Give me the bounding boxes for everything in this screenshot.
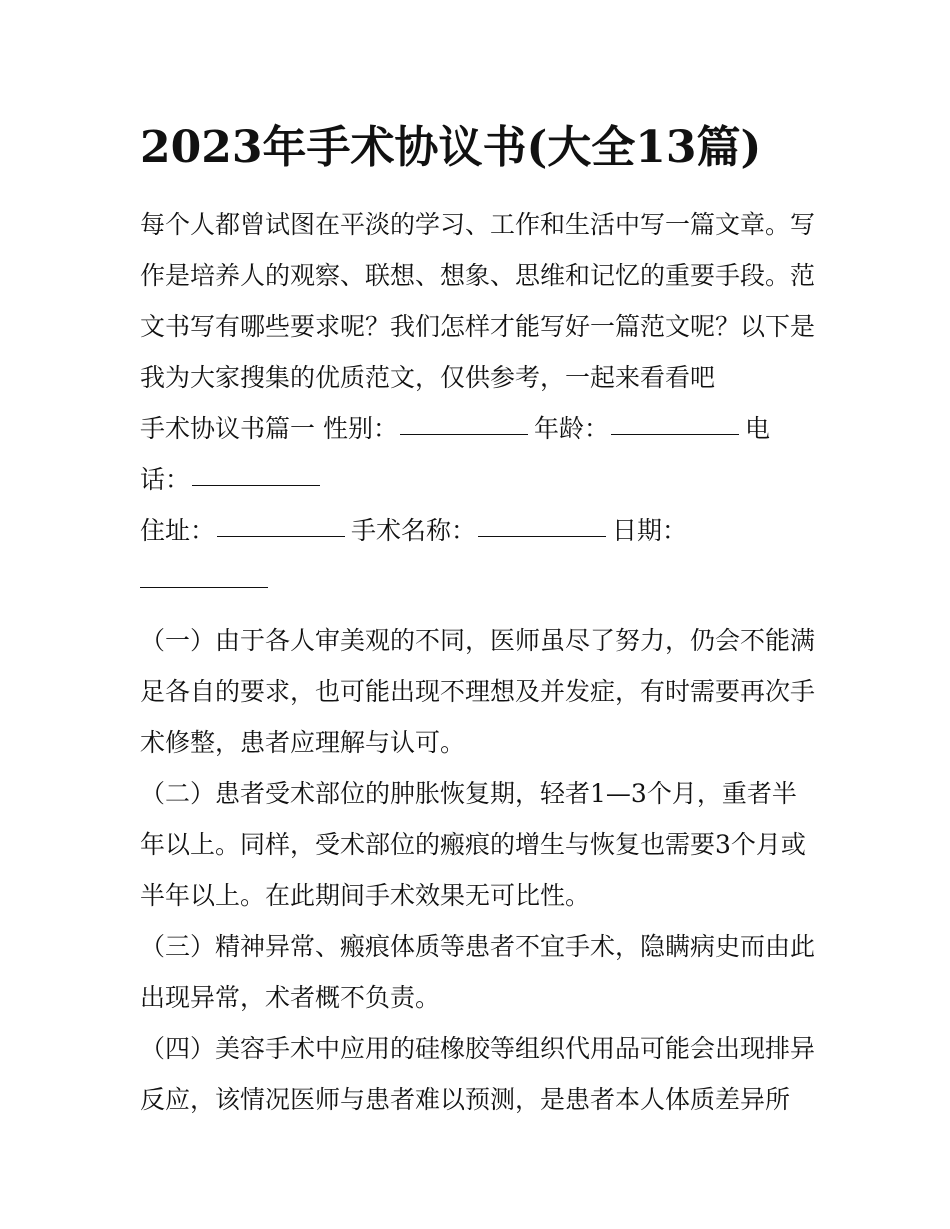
phone-label-part1: 电 xyxy=(744,414,770,443)
clause-line: 出现异常，术者概不负责。 xyxy=(140,983,441,1012)
clause-line: 半年以上。在此期间手术效果无可比性。 xyxy=(140,881,591,910)
clause-2 xyxy=(140,768,812,921)
form-row-date xyxy=(140,556,812,607)
clause-line: 年以上。同样，受术部位的瘢痕的增生与恢复也需要3个月或 xyxy=(140,830,806,859)
gender-blank[interactable] xyxy=(400,404,528,435)
date-label: 日期： xyxy=(612,516,688,545)
age-label: 年龄： xyxy=(533,414,609,443)
intro-line: 我为大家搜集的优质范文，仅供参考，一起来看看吧 xyxy=(140,363,716,392)
age-blank[interactable] xyxy=(611,404,739,435)
address-blank[interactable] xyxy=(217,506,345,537)
clause-line: （三）精神异常、瘢痕体质等患者不宜手术，隐瞒病史而由此 xyxy=(140,932,816,961)
surgery-name-label: 手术名称： xyxy=(351,516,477,545)
document-body xyxy=(140,199,816,1125)
clause-line: （四）美容手术中应用的硅橡胶等组织代用品可能会出现排异 xyxy=(140,1034,816,1063)
clause-line: （一）由于各人审美观的不同，医师虽尽了努力，仍会不能满 xyxy=(140,626,816,655)
clause-4 xyxy=(140,1023,816,1125)
document-title: 2023年手术协议书(大全13篇) xyxy=(140,122,762,173)
clause-line: 术修整，患者应理解与认可。 xyxy=(140,728,466,757)
date-blank[interactable] xyxy=(140,557,268,588)
form-row-phone xyxy=(140,454,812,505)
phone-blank[interactable] xyxy=(192,455,320,486)
phone-label-part2: 话： xyxy=(140,465,191,494)
intro-line: 作是培养人的观察、联想、想象、思维和记忆的重要手段。范 xyxy=(140,261,816,290)
clause-3 xyxy=(140,921,816,1023)
clause-line: （二）患者受术部位的肿胀恢复期，轻者1—3个月，重者半 xyxy=(140,779,797,808)
patient-info-form xyxy=(140,403,812,607)
form-row-gender-age xyxy=(140,403,812,454)
clause-line: 反应，该情况医师与患者难以预测，是患者本人体质差异所 xyxy=(140,1085,791,1114)
intro-paragraph xyxy=(140,199,816,403)
gender-label: 手术协议书篇一 性别： xyxy=(140,414,398,443)
address-label: 住址： xyxy=(140,516,216,545)
section-gap xyxy=(140,607,812,615)
clause-1 xyxy=(140,615,816,768)
surgery-name-blank[interactable] xyxy=(478,506,606,537)
intro-line: 每个人都曾试图在平淡的学习、工作和生活中写一篇文章。写 xyxy=(140,210,816,239)
form-row-address xyxy=(140,505,812,556)
clause-line: 足各自的要求，也可能出现不理想及并发症，有时需要再次手 xyxy=(140,677,816,706)
intro-line: 文书写有哪些要求呢？我们怎样才能写好一篇范文呢？以下是 xyxy=(140,312,816,341)
